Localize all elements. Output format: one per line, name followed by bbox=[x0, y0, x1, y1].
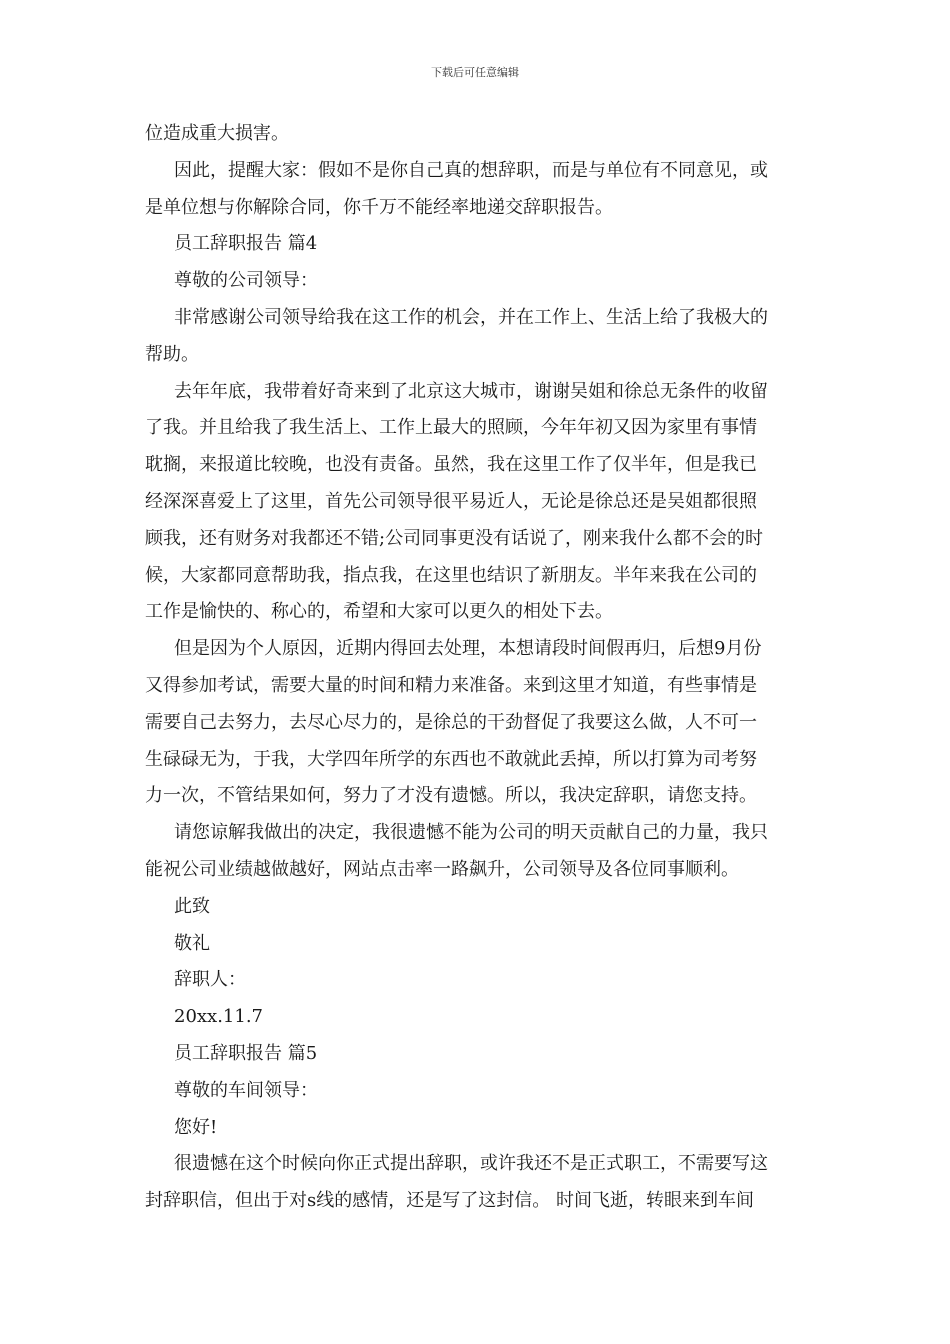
text-line: 此致 bbox=[174, 895, 210, 917]
text-line: 耽搁，来报道比较晚，也没有责备。虽然，我在这里工作了仅半年，但是我已 bbox=[145, 454, 757, 476]
text-line: 工作是愉快的、称心的，希望和大家可以更久的相处下去。 bbox=[145, 601, 613, 623]
text-line: 了我。并且给我了我生活上、工作上最大的照顾，今年年初又因为家里有事情 bbox=[145, 417, 757, 439]
text-line: 请您谅解我做出的决定，我很遗憾不能为公司的明天贡献自己的力量，我只 bbox=[174, 822, 768, 844]
text-line: 尊敬的车间领导： bbox=[174, 1079, 318, 1101]
text-line: 封辞职信，但出于对s线的感情，还是写了这封信。 时间飞逝，转眼来到车间 bbox=[145, 1190, 754, 1212]
text-line: 顾我，还有财务对我都还不错;公司同事更没有话说了，刚来我什么都不会的时 bbox=[145, 527, 764, 549]
text-line: 20xx.11.7 bbox=[174, 1006, 264, 1028]
text-line: 辞职人： bbox=[174, 969, 246, 991]
text-line: 能祝公司业绩越做越好，网站点击率一路飙升，公司领导及各位同事顺利。 bbox=[145, 858, 739, 880]
text-line: 是单位想与你解除合同，你千万不能经率地递交辞职报告。 bbox=[145, 196, 613, 218]
text-line: 帮助。 bbox=[145, 343, 199, 365]
text-line: 很遗憾在这个时候向你正式提出辞职，或许我还不是正式职工，不需要写这 bbox=[174, 1153, 768, 1175]
text-line: 但是因为个人原因，近期内得回去处理，本想请段时间假再归，后想9月份 bbox=[174, 638, 762, 660]
text-line: 位造成重大损害。 bbox=[145, 123, 289, 144]
text-line: 员工辞职报告 篇5 bbox=[174, 1042, 318, 1064]
text-line: 候，大家都同意帮助我，指点我，在这里也结识了新朋友。半年来我在公司的 bbox=[145, 564, 757, 586]
text-line: 需要自己去努力，去尽心尽力的，是徐总的干劲督促了我要这么做，人不可一 bbox=[145, 711, 757, 733]
text-line: 又得参加考试，需要大量的时间和精力来准备。来到这里才知道，有些事情是 bbox=[145, 674, 757, 696]
text-line: 员工辞职报告 篇4 bbox=[174, 233, 318, 255]
document-body bbox=[145, 116, 805, 1220]
text-line: 经深深喜爱上了这里，首先公司领导很平易近人，无论是徐总还是吴姐都很照 bbox=[145, 490, 757, 512]
text-line: 您好! bbox=[174, 1116, 218, 1138]
text-line: 尊敬的公司领导： bbox=[174, 270, 318, 292]
page-header-note: 下载后可任意编辑 bbox=[431, 66, 519, 79]
text-line: 非常感谢公司领导给我在这工作的机会，并在工作上、生活上给了我极大的 bbox=[174, 306, 768, 328]
text-line: 敬礼 bbox=[174, 932, 210, 954]
text-line: 力一次，不管结果如何，努力了才没有遗憾。所以，我决定辞职，请您支持。 bbox=[145, 785, 757, 807]
text-line: 生碌碌无为，于我，大学四年所学的东西也不敢就此丢掉，所以打算为司考努 bbox=[145, 748, 757, 770]
text-line: 去年年底，我带着好奇来到了北京这大城市，谢谢吴姐和徐总无条件的收留 bbox=[174, 380, 768, 402]
text-line: 因此，提醒大家：假如不是你自己真的想辞职，而是与单位有不同意见，或 bbox=[174, 159, 768, 181]
